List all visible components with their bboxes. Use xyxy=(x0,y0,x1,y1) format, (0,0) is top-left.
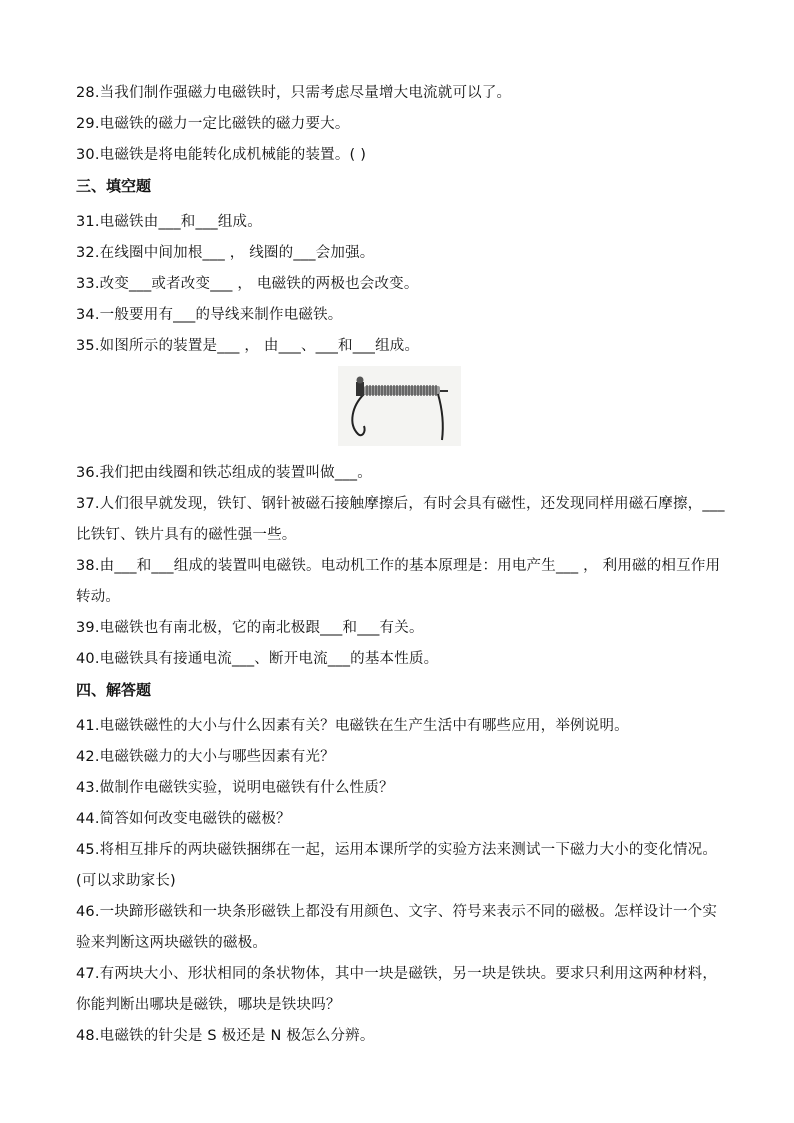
question-34: 34.一般要用有___的导线来制作电磁铁。 xyxy=(76,307,343,323)
question-48: 48.电磁铁的针尖是 S 极还是 N 极怎么分辨。 xyxy=(76,1028,375,1044)
question-35: 35.如图所示的装置是___ ， 由___、___和___组成。 xyxy=(76,338,420,354)
document-page xyxy=(76,78,726,1052)
section-answer-title: 四、解答题 xyxy=(76,681,152,699)
question-37: 37.人们很早就发现，铁钉、钢针被磁石接触摩擦后，有时会具有磁性，还发现同样用磁石摩擦，___比铁钉、铁片具有的磁性强一些。 xyxy=(76,496,725,543)
figure-container xyxy=(76,366,726,452)
question-47: 47.有两块大小、形状相同的条状物体，其中一块是磁铁，另一块是铁块。要求只利用这两种材料，你能判断出哪块是磁铁，哪块是铁块吗？ xyxy=(76,966,718,1013)
question-36: 36.我们把由线圈和铁芯组成的装置叫做___。 xyxy=(76,465,372,481)
question-31: 31.电磁铁由___和___组成。 xyxy=(76,214,262,230)
question-40: 40.电磁铁具有接通电流___、断开电流___的基本性质。 xyxy=(76,651,439,667)
question-32: 32.在线圈中间加根___ ， 线圈的___会加强。 xyxy=(76,245,375,261)
question-46: 46.一块蹄形磁铁和一块条形磁铁上都没有用颜色、文字、符号来表示不同的磁极。怎样设计一个实验来判断这两块磁铁的磁极。 xyxy=(76,904,718,951)
question-41: 41.电磁铁磁性的大小与什么因素有关？电磁铁在生产生活中有哪些应用，举例说明。 xyxy=(76,718,629,734)
question-30: 30.电磁铁是将电能转化成机械能的装置。( ) xyxy=(76,147,367,163)
question-44: 44.简答如何改变电磁铁的磁极？ xyxy=(76,811,291,827)
question-29: 29.电磁铁的磁力一定比磁铁的磁力要大。 xyxy=(76,116,350,132)
question-39: 39.电磁铁也有南北极，它的南北极跟___和___有关。 xyxy=(76,620,424,636)
question-33: 33.改变___或者改变___ ， 电磁铁的两极也会改变。 xyxy=(76,276,419,292)
question-38: 38.由___和___组成的装置叫电磁铁。电动机工作的基本原理是：用电产生___ ， 利用磁的相互作用转动。 xyxy=(76,558,721,605)
section-fill-in-title: 三、填空题 xyxy=(76,177,152,195)
question-45: 45.将相互排斥的两块磁铁捆绑在一起，运用本课所学的实验方法来测试一下磁力大小的变化情况。(可以求助家长) xyxy=(76,842,718,889)
question-28: 28.当我们制作强磁力电磁铁时，只需考虑尽量增大电流就可以了。 xyxy=(76,85,512,101)
question-42: 42.电磁铁磁力的大小与哪些因素有光？ xyxy=(76,749,335,765)
question-43: 43.做制作电磁铁实验，说明电磁铁有什么性质？ xyxy=(76,780,394,796)
electromagnet-coil-icon xyxy=(338,366,461,446)
